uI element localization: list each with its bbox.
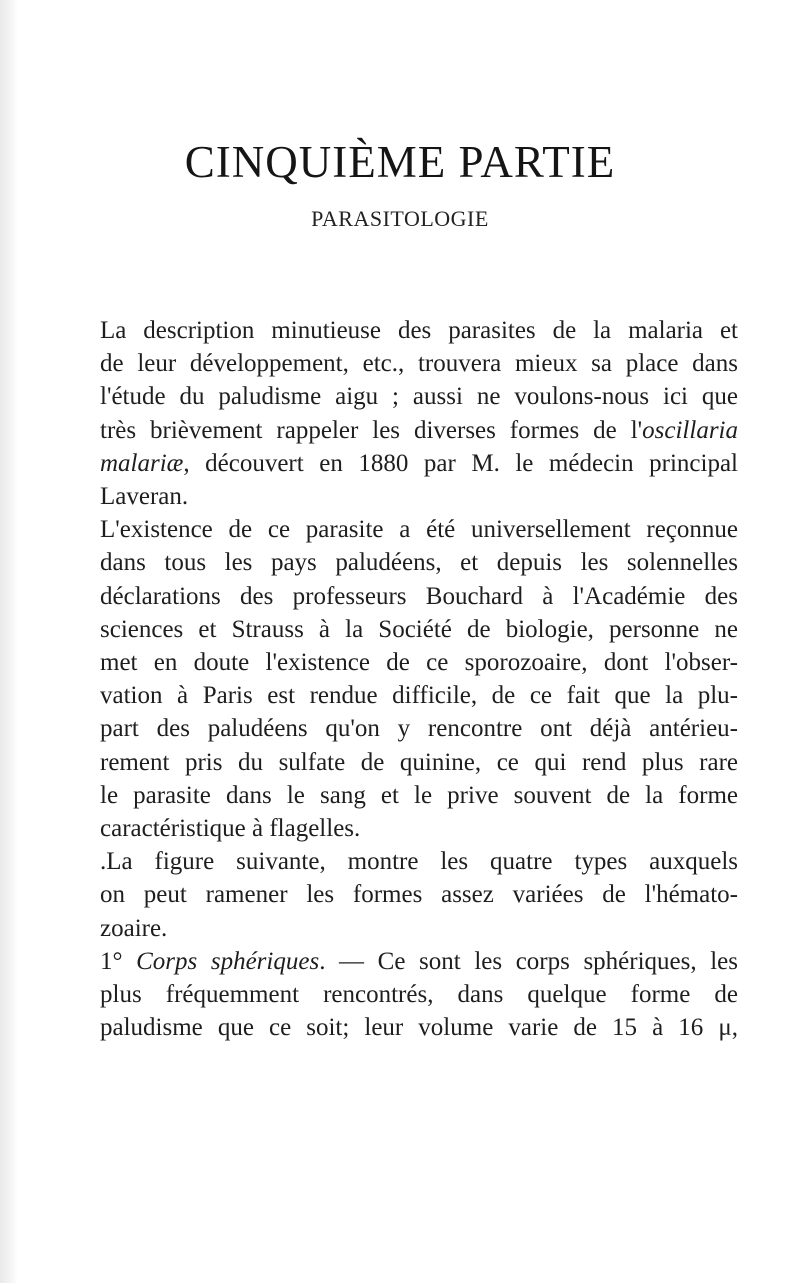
text-run: très brièvement rappeler les diverses formes de l'	[100, 416, 643, 444]
page-gutter-shadow	[0, 0, 18, 1283]
paragraph-3	[62, 845, 738, 945]
text-run: . — Ce sont les corps sphériques, les	[319, 947, 739, 975]
text-line	[62, 414, 738, 447]
text-line: de leur développement, etc., trouvera mieux sa place dans	[100, 350, 738, 378]
text-line: déclarations des professeurs Bouchard à l'Académie des	[100, 582, 738, 610]
section-title: PARASITOLOGIE	[311, 206, 489, 231]
text-line: L'existence de ce parasite a été universellement reçonnue	[100, 516, 738, 544]
text-line: le parasite dans le sang et le prive souvent de la forme	[100, 781, 738, 809]
text-line: vation à Paris est rendue difficile, de ce fait que la plu-	[100, 682, 738, 710]
body-text	[62, 314, 738, 1044]
italic-term: malariæ	[100, 449, 184, 477]
text-line: zoaire.	[100, 914, 168, 942]
text-line: Laveran.	[100, 483, 189, 511]
text-line: on peut ramener les formes assez variées de l'hémato-	[100, 881, 738, 909]
text-line: rement pris du sulfate de quinine, ce qui rend plus rare	[100, 748, 738, 776]
text-line: dans tous les pays paludéens, et depuis les solennelles	[100, 549, 738, 577]
text-line: sciences et Strauss à la Société de biologie, personne ne	[100, 615, 738, 643]
paragraph-2	[62, 513, 738, 845]
paragraph-4	[62, 945, 738, 1045]
italic-term: oscillaria	[642, 416, 738, 444]
text-line	[62, 945, 738, 978]
italic-term: Corps sphériques	[136, 947, 320, 975]
text-line	[62, 447, 738, 480]
part-title: CINQUIÈME PARTIE	[184, 137, 616, 187]
text-line: part des paludéens qu'on y rencontre ont déjà antérieu-	[100, 715, 738, 743]
text-line: caractéristique à flagelles.	[100, 815, 361, 843]
paragraph-1	[62, 314, 738, 513]
text-run: , découvert en 1880 par M. le médecin principal	[183, 449, 738, 477]
text-run: 1°	[100, 947, 137, 975]
text-line: plus fréquemment rencontrés, dans quelque forme de	[100, 981, 738, 1009]
text-line: met en doute l'existence de ce sporozoaire, dont l'obser-	[100, 649, 738, 677]
text-line: l'étude du paludisme aigu ; aussi ne voulons-nous ici que	[100, 383, 738, 411]
text-line: La description minutieuse des parasites de la malaria et	[100, 317, 738, 344]
text-line: paludisme que ce soit; leur volume varie de 15 à 16 μ,	[100, 1014, 738, 1042]
text-line: .La figure suivante, montre les quatre types auxquels	[100, 848, 738, 876]
